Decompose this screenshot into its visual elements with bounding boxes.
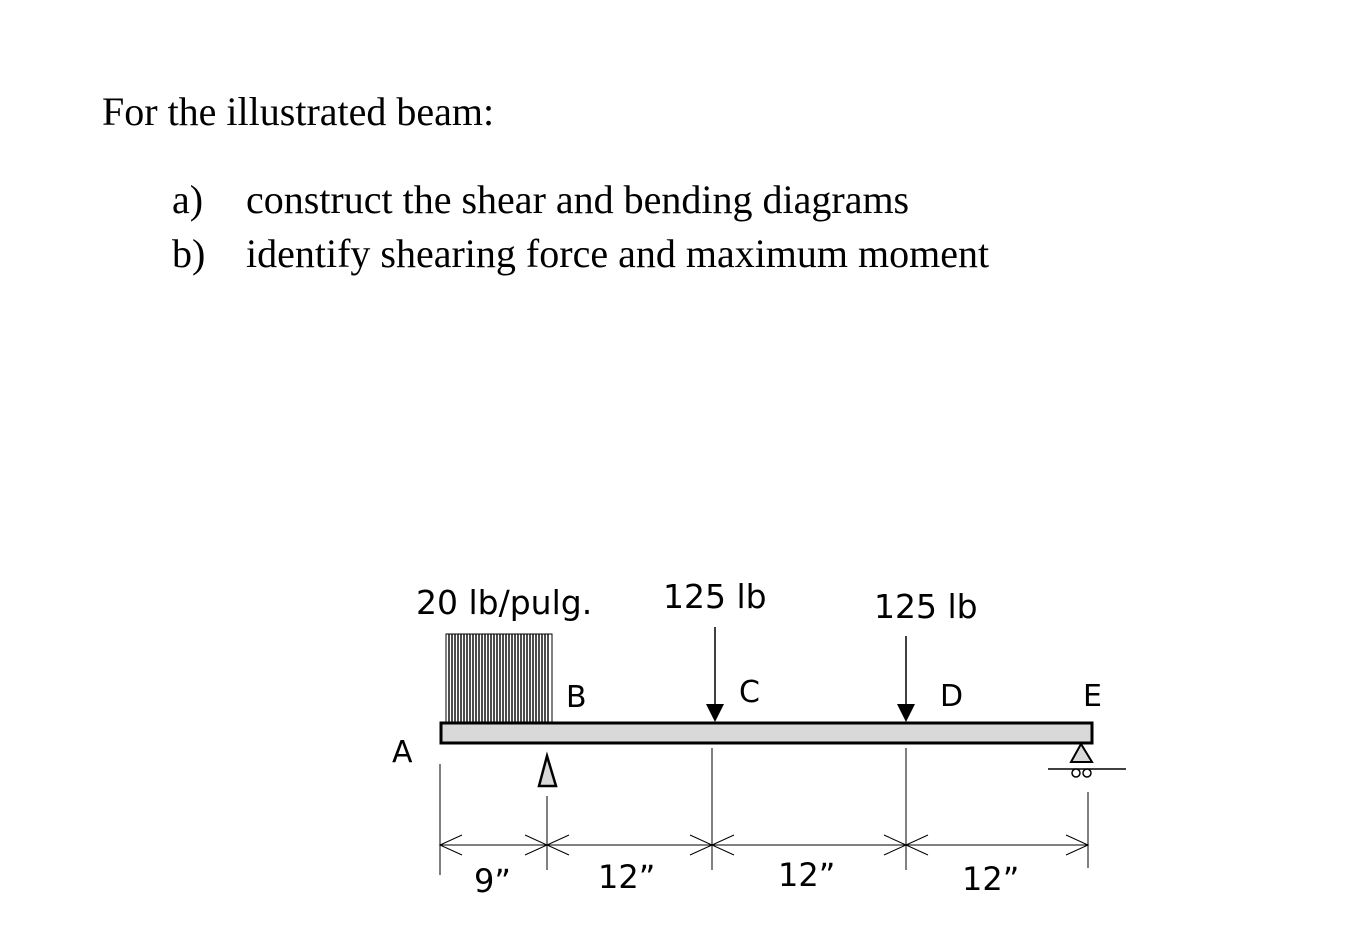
point-load-d-label: 125 lb — [874, 587, 978, 626]
distributed-load-label: 20 lb/pulg. — [416, 583, 593, 622]
point-label-c: C — [739, 675, 760, 710]
point-label-a: A — [392, 735, 413, 770]
beam-body — [441, 723, 1092, 743]
task-a-text: construct the shear and bending diagrams — [246, 177, 910, 222]
point-load-c-label: 125 lb — [663, 577, 767, 616]
point-label-d: D — [940, 679, 964, 714]
extension-lines — [440, 748, 1088, 875]
task-a-marker: a) — [172, 177, 204, 222]
dimension-bc: 12” — [598, 858, 656, 896]
point-label-b: B — [566, 680, 587, 715]
dimension-de: 12” — [962, 860, 1020, 898]
dimension-ab: 9” — [474, 862, 511, 900]
point-label-e: E — [1083, 679, 1102, 714]
point-load-d-arrow — [897, 636, 915, 722]
problem-intro: For the illustrated beam: — [102, 89, 495, 134]
dimension-lines — [440, 835, 1088, 855]
task-b-text: identify shearing force and maximum moment — [246, 231, 990, 276]
pin-support-b — [539, 756, 556, 786]
task-b-marker: b) — [172, 231, 206, 276]
dimension-cd: 12” — [778, 856, 836, 894]
distributed-load — [446, 634, 552, 722]
roller-support-e — [1048, 744, 1126, 777]
point-load-c-arrow — [706, 627, 724, 722]
